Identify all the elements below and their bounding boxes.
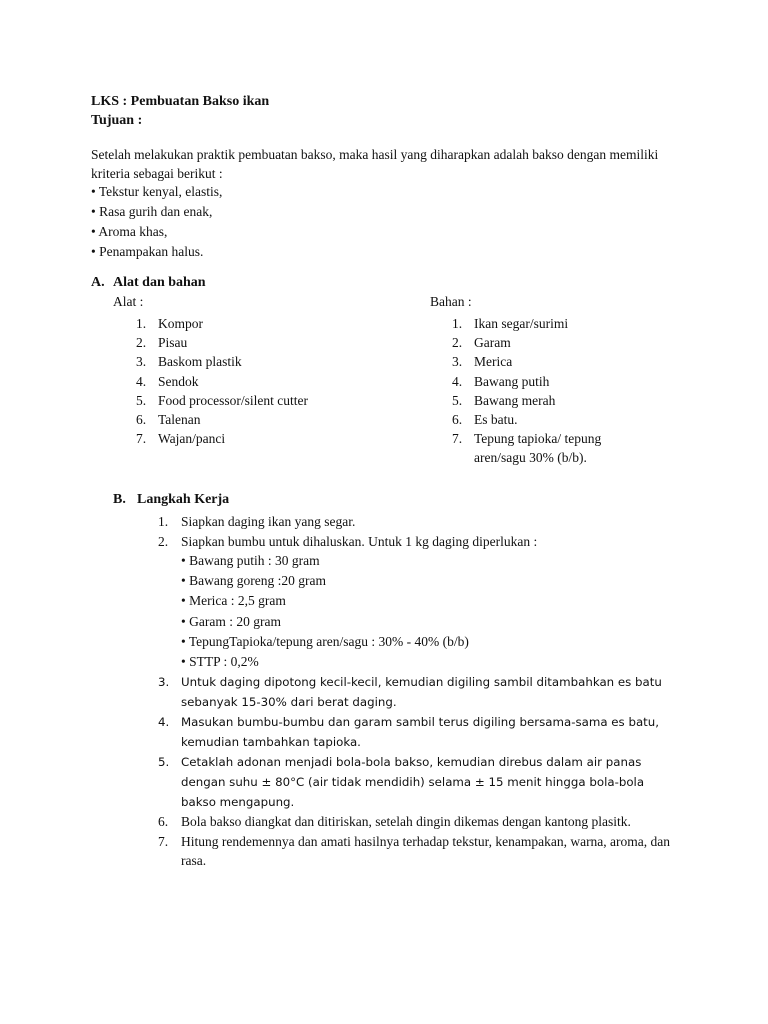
step-text: Siapkan daging ikan yang segar.	[181, 514, 356, 529]
bumbu-item: • Garam : 20 gram	[181, 612, 678, 632]
step-number: 7.	[158, 833, 169, 849]
item-text: Food processor/silent cutter	[158, 392, 308, 408]
bahan-label: Bahan :	[430, 294, 472, 309]
bahan-item	[452, 391, 642, 410]
step-number: 6.	[158, 814, 169, 830]
item-number: 3.	[452, 354, 463, 370]
criteria-item: • Tekstur kenyal, elastis,	[91, 182, 222, 202]
section-b-title: Langkah Kerja	[137, 492, 230, 507]
step-text: Hitung rendemennya dan amati hasilnya terhadap tekstur, kenampakan, warna, aroma, dan rasa.	[181, 833, 671, 869]
step-number: 2.	[158, 533, 169, 549]
section-a-letter: A.	[91, 275, 105, 290]
bahan-item	[452, 333, 642, 352]
step-text: Siapkan bumbu untuk dihaluskan. Untuk 1 kg daging diperlukan :	[181, 533, 538, 549]
alat-item	[136, 391, 308, 410]
step-item	[158, 672, 678, 712]
alat-item	[136, 352, 308, 371]
item-number: 5.	[452, 392, 463, 408]
alat-item	[136, 333, 308, 352]
criteria-list	[91, 182, 222, 262]
step-item	[158, 712, 678, 752]
item-number: 6.	[136, 412, 147, 428]
item-text: Es batu.	[474, 412, 518, 428]
item-text: Ikan segar/surimi	[474, 316, 569, 331]
item-number: 2.	[452, 335, 463, 351]
bahan-list	[452, 314, 642, 468]
item-text: Talenan	[158, 412, 201, 428]
section-b-heading	[113, 492, 229, 508]
alat-item	[136, 429, 308, 448]
bumbu-item: • Bawang goreng :20 gram	[181, 571, 678, 591]
section-b-letter: B.	[113, 492, 126, 507]
intro-paragraph: Setelah melakukan praktik pembuatan bakso, maka hasil yang diharapkan adalah bakso dengan memiliki kriteria sebagai berikut :	[91, 147, 659, 181]
alat-list	[136, 314, 308, 448]
item-text: Tepung tapioka/ tepung aren/sagu 30% (b/b).	[474, 431, 602, 466]
step-text: Untuk daging dipotong kecil-kecil, kemudian digiling sambil ditambahkan es batu sebanyak 15-30% dari berat daging.	[181, 675, 662, 710]
tujuan-heading: Tujuan :	[91, 113, 143, 128]
step-number: 3.	[158, 675, 170, 690]
item-text: Pisau	[158, 335, 188, 351]
item-number: 4.	[452, 373, 463, 389]
item-text: Wajan/panci	[158, 431, 226, 447]
bumbu-item: • STTP : 0,2%	[181, 652, 678, 672]
bumbu-item: • Bawang putih : 30 gram	[181, 551, 678, 571]
item-number: 1.	[452, 316, 463, 331]
step-number: 4.	[158, 715, 170, 730]
document-title: LKS : Pembuatan Bakso ikan	[91, 94, 270, 109]
item-text: Bawang putih	[474, 373, 550, 389]
criteria-item: • Rasa gurih dan enak,	[91, 202, 222, 222]
step-number: 1.	[158, 514, 169, 529]
step-text: Masukan bumbu-bumbu dan garam sambil terus digiling bersama-sama es batu, kemudian tambahkan tapioka.	[181, 715, 660, 750]
bahan-item	[452, 372, 642, 391]
step-text: Cetaklah adonan menjadi bola-bola bakso, kemudian direbus dalam air panas dengan suhu ± 80°C (air tidak mendidih) selama ± 15 menit hingga bola-bola bakso mengapung.	[181, 755, 645, 810]
item-number: 7.	[136, 431, 147, 447]
item-text: Merica	[474, 354, 513, 370]
item-text: Baskom plastik	[158, 354, 242, 370]
criteria-item: • Penampakan halus.	[91, 242, 222, 262]
bumbu-item: • TepungTapioka/tepung aren/sagu : 30% - 40% (b/b)	[181, 632, 678, 652]
item-text: Bawang merah	[474, 392, 556, 408]
bahan-item	[452, 352, 642, 371]
item-number: 6.	[452, 412, 463, 428]
alat-label: Alat :	[113, 294, 144, 309]
step-text: Bola bakso diangkat dan ditiriskan, setelah dingin dikemas dengan kantong plasitk.	[181, 814, 631, 830]
step-item	[158, 532, 678, 673]
item-number: 5.	[136, 392, 147, 408]
item-number: 7.	[452, 431, 463, 447]
bumbu-list	[181, 551, 678, 672]
step-item	[158, 512, 678, 532]
section-a-title: Alat dan bahan	[113, 275, 206, 290]
step-item	[158, 832, 678, 871]
item-text: Kompor	[158, 316, 203, 331]
alat-item	[136, 372, 308, 391]
item-number: 3.	[136, 354, 147, 370]
step-item	[158, 752, 678, 812]
item-number: 2.	[136, 335, 147, 351]
criteria-item: • Aroma khas,	[91, 222, 222, 242]
section-a-heading	[91, 275, 206, 291]
bahan-item	[452, 429, 642, 467]
bumbu-item: • Merica : 2,5 gram	[181, 591, 678, 611]
step-number: 5.	[158, 755, 170, 770]
item-number: 4.	[136, 373, 147, 389]
step-item	[158, 812, 678, 832]
item-text: Sendok	[158, 373, 199, 389]
bahan-item	[452, 314, 642, 333]
item-text: Garam	[474, 335, 511, 351]
alat-item	[136, 410, 308, 429]
item-number: 1.	[136, 316, 147, 331]
alat-item	[136, 314, 308, 333]
steps-list	[158, 512, 678, 871]
bahan-item	[452, 410, 642, 429]
